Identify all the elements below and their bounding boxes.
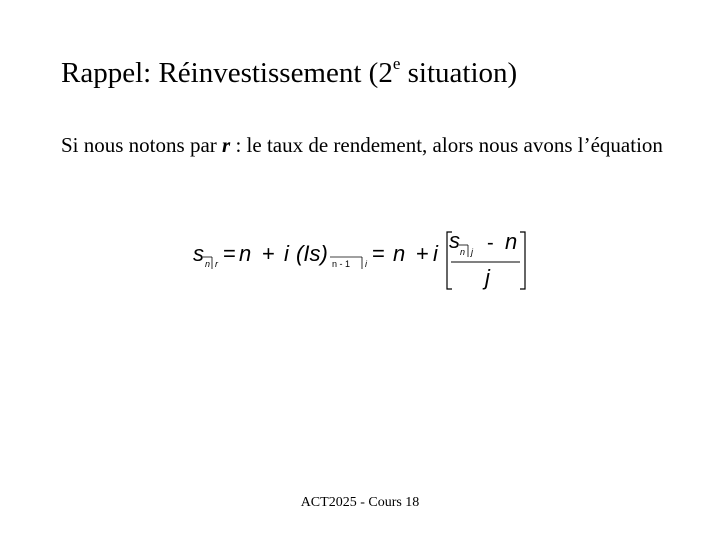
n-term-2: n: [393, 241, 406, 266]
body-text-before: Si nous notons par: [61, 133, 223, 157]
equals-sign-2: =: [372, 241, 385, 266]
equation: [190, 226, 535, 296]
title-superscript: e: [392, 54, 401, 74]
title-end: situation): [400, 57, 518, 89]
i-term-1: i: [284, 241, 289, 266]
plus-sign-1: +: [262, 241, 275, 266]
lhs-index: n: [205, 259, 211, 269]
slide-title: [61, 54, 517, 92]
lhs-symbol: s: [193, 241, 204, 266]
n-term-1: n: [239, 241, 252, 266]
fraction-denominator: j: [485, 265, 490, 290]
equals-sign-1: =: [223, 241, 236, 266]
slide-footer: ACT2025 - Cours 18: [300, 495, 420, 510]
i-term-2: i: [433, 241, 438, 266]
lhs-rate: r: [215, 259, 218, 269]
body-text: [61, 131, 671, 160]
is-index: n - 1: [332, 259, 351, 269]
fraction-s-rate: j: [471, 247, 473, 257]
plus-sign-2: +: [416, 241, 429, 266]
rate-variable: r: [222, 133, 231, 157]
fraction-s-index: n: [460, 247, 466, 257]
is-rate: i: [365, 259, 367, 269]
minus-sign: -: [487, 232, 494, 254]
fraction-s-symbol: s: [449, 228, 460, 253]
body-text-after: : le taux de rendement, alors nous avons l’équation: [230, 133, 663, 157]
right-bracket: [520, 232, 525, 289]
fraction-n: n: [505, 229, 518, 254]
equation-graphic: [190, 226, 535, 296]
increasing-annuity-symbol: (Is): [296, 241, 328, 266]
title-main: Rappel: Réinvestissement (2: [61, 57, 393, 89]
